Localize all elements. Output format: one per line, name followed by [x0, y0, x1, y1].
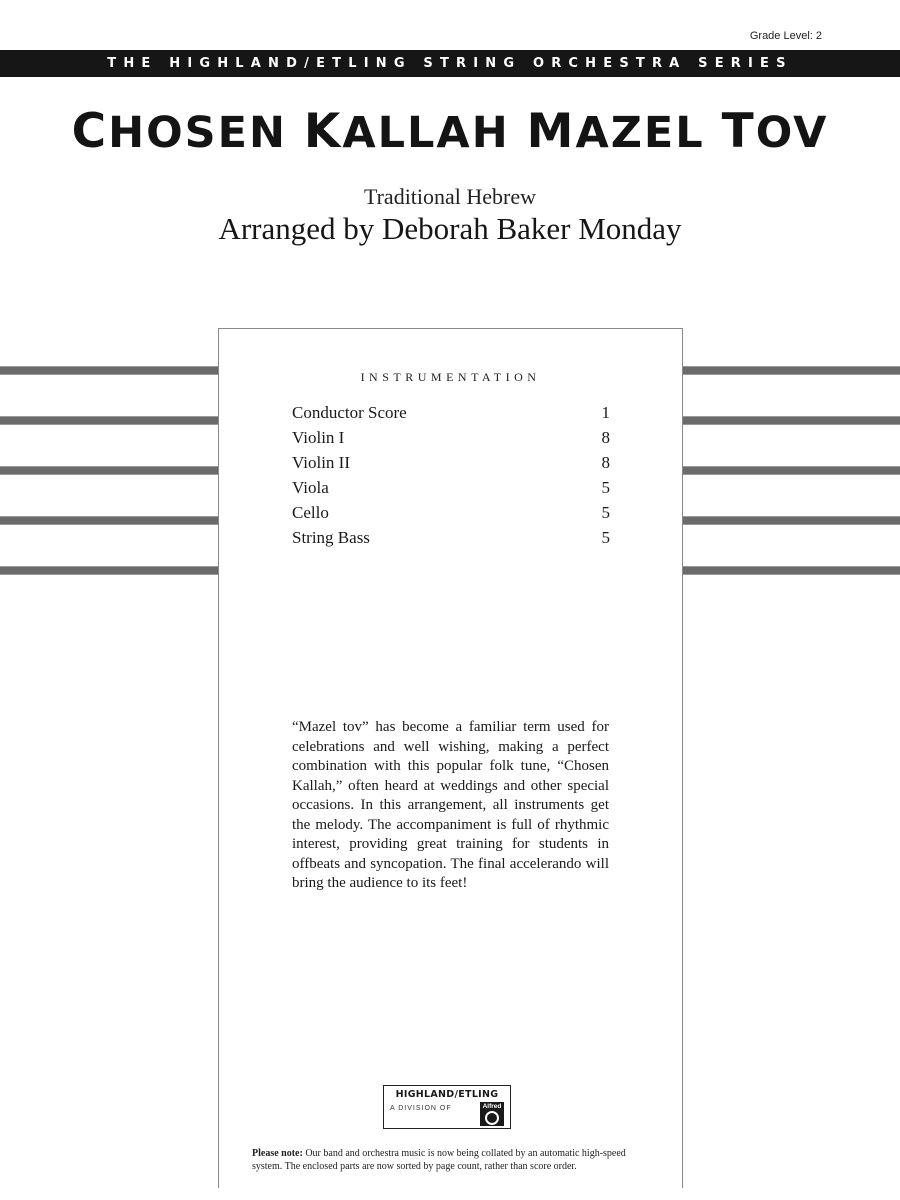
instrument-count: 5 — [601, 528, 610, 547]
instrument-name: Violin I — [292, 428, 345, 447]
staff-line — [683, 566, 900, 575]
piece-title — [0, 104, 900, 159]
series-banner — [0, 50, 900, 77]
title-word-initial: K — [303, 104, 343, 159]
grade-level: Grade Level: 2 — [749, 30, 822, 42]
staff-line — [0, 416, 218, 425]
staff-line — [0, 516, 218, 525]
composer-credit: Traditional Hebrew — [363, 184, 537, 209]
staff-line — [683, 416, 900, 425]
program-note: “Mazel tov” has become a familiar term used for celebrations and well wishing, making a perfect combination with this popular folk tune, “Chosen Kallah,” often heard at weddings and other special occasions. In this arrangement, all instruments get the melody. The accompaniment is full of rhythmic interest, providing great training for students in offbeats and syncopation. The final accelerando will bring the audience to its feet! — [292, 719, 609, 891]
instrument-name: Cello — [292, 503, 329, 522]
instrumentation-row — [292, 453, 610, 473]
collation-note — [252, 1147, 652, 1173]
publisher-brand: HIGHLAND/ETLING — [395, 1089, 499, 1100]
title-word-rest: AZEL — [575, 108, 722, 158]
instrumentation-row — [292, 478, 610, 498]
title-word-initial: C — [71, 104, 109, 159]
staff-line — [0, 566, 218, 575]
title-word-rest: ALLAH — [342, 108, 527, 158]
instrument-count: 8 — [601, 453, 610, 472]
instrument-count: 1 — [601, 403, 610, 422]
instrument-name: Viola — [292, 478, 329, 497]
staff-line — [0, 466, 218, 475]
instrument-count: 5 — [601, 478, 610, 497]
instrumentation-heading: INSTRUMENTATION — [360, 370, 541, 384]
alfred-ring-icon — [485, 1111, 499, 1125]
instrument-name: Conductor Score — [292, 403, 407, 422]
staff-line — [683, 516, 900, 525]
title-word-rest: OV — [755, 108, 829, 158]
arranger-credit: Arranged by Deborah Baker Monday — [218, 211, 682, 246]
publisher-logo — [383, 1085, 511, 1129]
alfred-wordmark: Alfred — [482, 1103, 502, 1110]
instrument-count: 5 — [601, 503, 610, 522]
title-word-rest: HOSEN — [108, 108, 304, 158]
staff-line — [683, 466, 900, 475]
title-word-initial: M — [526, 104, 576, 159]
instrumentation-row — [292, 403, 610, 423]
staff-line — [0, 366, 218, 375]
instrument-count: 8 — [601, 428, 610, 447]
instrument-name: Violin II — [292, 453, 350, 472]
note-text: Our band and orchestra music is now being collated by an automatic high-speed system. The enclosed parts are now sorted by page count, rather than score order. — [252, 1148, 626, 1172]
instrumentation-row — [292, 503, 610, 523]
title-word-initial: T — [721, 104, 756, 159]
staff-line — [683, 366, 900, 375]
series-title: THE HIGHLAND/ETLING STRING ORCHESTRA SERIES — [107, 56, 793, 71]
alfred-logo-icon — [480, 1102, 504, 1126]
instrumentation-row — [292, 428, 610, 448]
publisher-division: A DIVISION OF — [390, 1105, 452, 1112]
instrument-name: String Bass — [292, 528, 370, 547]
instrumentation-row — [292, 528, 610, 548]
note-label: Please note: — [252, 1148, 303, 1159]
